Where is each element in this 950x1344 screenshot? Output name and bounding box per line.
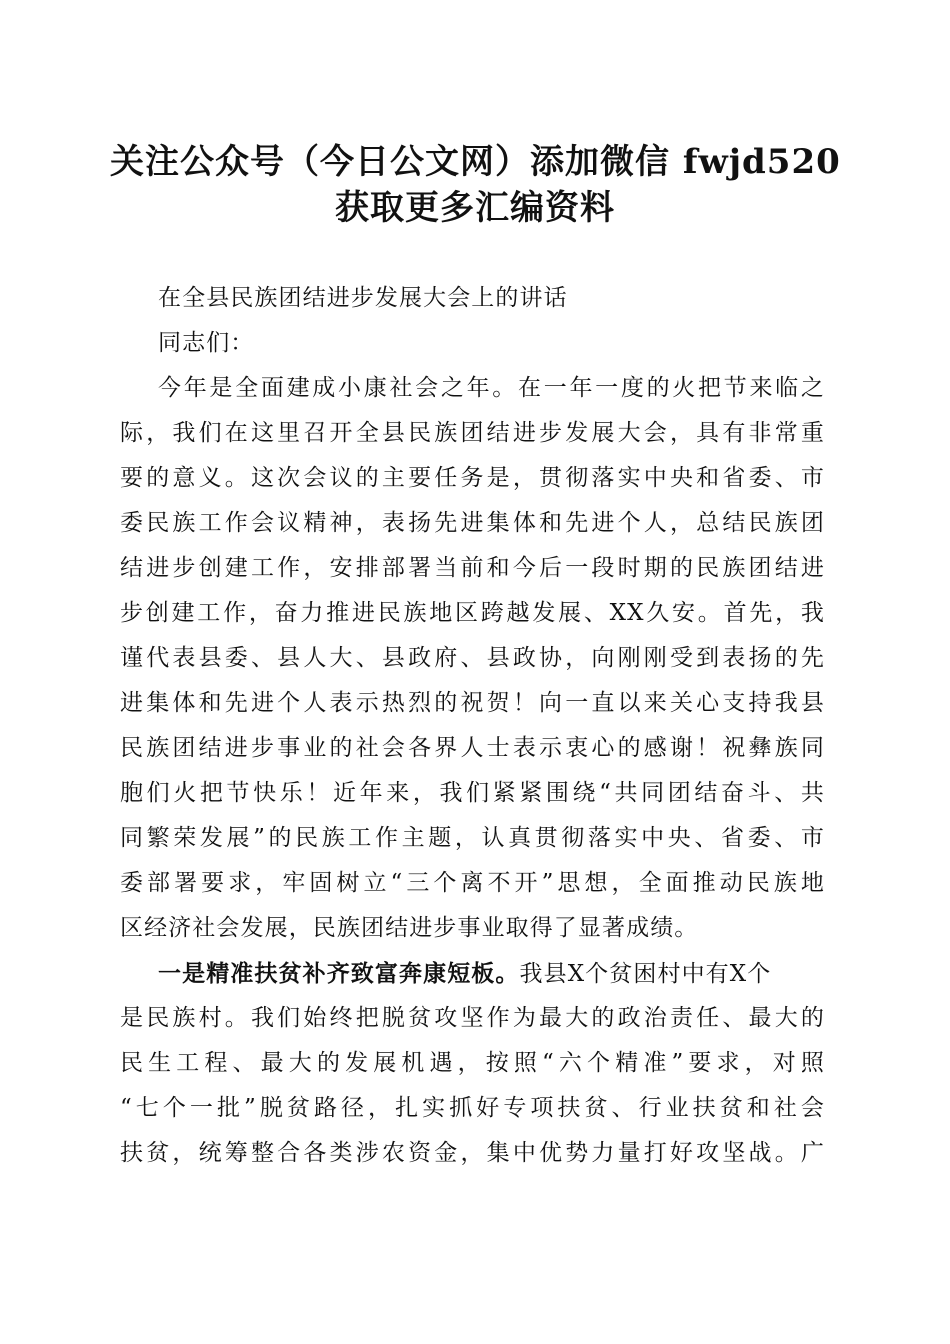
paragraph-1-line: 步创建工作，奋力推进民族地区跨越发展、XX久安。首先，我: [120, 600, 825, 626]
document-body: [120, 276, 825, 1176]
promo-title-line-2: 获取更多汇编资料: [335, 188, 615, 228]
paragraph-2-line1-rest: 我县X个贫困村中有X个: [519, 961, 772, 987]
paragraph-2-line: 民生工程、最大的发展机遇，按照“六个精准”要求，对照: [120, 1050, 825, 1076]
paragraph-1-line: 胞们火把节快乐！近年来，我们紧紧围绕“共同团结奋斗、共: [120, 780, 825, 806]
paragraph-2-line: 扶贫，统筹整合各类涉农资金，集中优势力量打好攻坚战。广: [120, 1140, 825, 1166]
paragraph-2-line: “七个一批”脱贫路径，扎实抓好专项扶贫、行业扶贫和社会: [120, 1095, 825, 1121]
paragraph-1-line: 民族团结进步事业的社会各界人士表示衷心的感谢！祝彝族同: [120, 735, 825, 761]
paragraph-1-line: 进集体和先进个人表示热烈的祝贺！向一直以来关心支持我县: [120, 690, 825, 716]
paragraph-1-line: 谨代表县委、县人大、县政府、县政协，向刚刚受到表扬的先: [120, 645, 825, 671]
paragraph-2-first-line: [120, 951, 825, 996]
salutation: 同志们：: [158, 330, 255, 356]
promo-title-line-1: 关注公众号（今日公文网）添加微信 fwjd520: [110, 142, 841, 182]
paragraph-1-line: 要的意义。这次会议的主要任务是，贯彻落实中央和省委、市: [120, 465, 825, 491]
paragraph-2-line: 是民族村。我们始终把脱贫攻坚作为最大的政治责任、最大的: [120, 1005, 825, 1031]
paragraph-1-line: 际，我们在这里召开全县民族团结进步发展大会，具有非常重: [120, 420, 825, 446]
speech-title: 在全县民族团结进步发展大会上的讲话: [158, 285, 568, 311]
paragraph-1-line: 今年是全面建成小康社会之年。在一年一度的火把节来临之: [158, 375, 825, 401]
paragraph-1-line: 委部署要求，牢固树立“三个离不开”思想，全面推动民族地: [120, 870, 825, 896]
paragraph-1-line: 结进步创建工作，安排部署当前和今后一段时期的民族团结进: [120, 555, 825, 581]
paragraph-1-line: 同繁荣发展”的民族工作主题，认真贯彻落实中央、省委、市: [120, 825, 825, 851]
paragraph-2-lead: 一是精准扶贫补齐致富奔康短板。: [158, 960, 520, 987]
paragraph-1-line: 委民族工作会议精神，表扬先进集体和先进个人，总结民族团: [120, 510, 825, 536]
paragraph-1-line: 区经济社会发展，民族团结进步事业取得了显著成绩。: [120, 915, 699, 941]
